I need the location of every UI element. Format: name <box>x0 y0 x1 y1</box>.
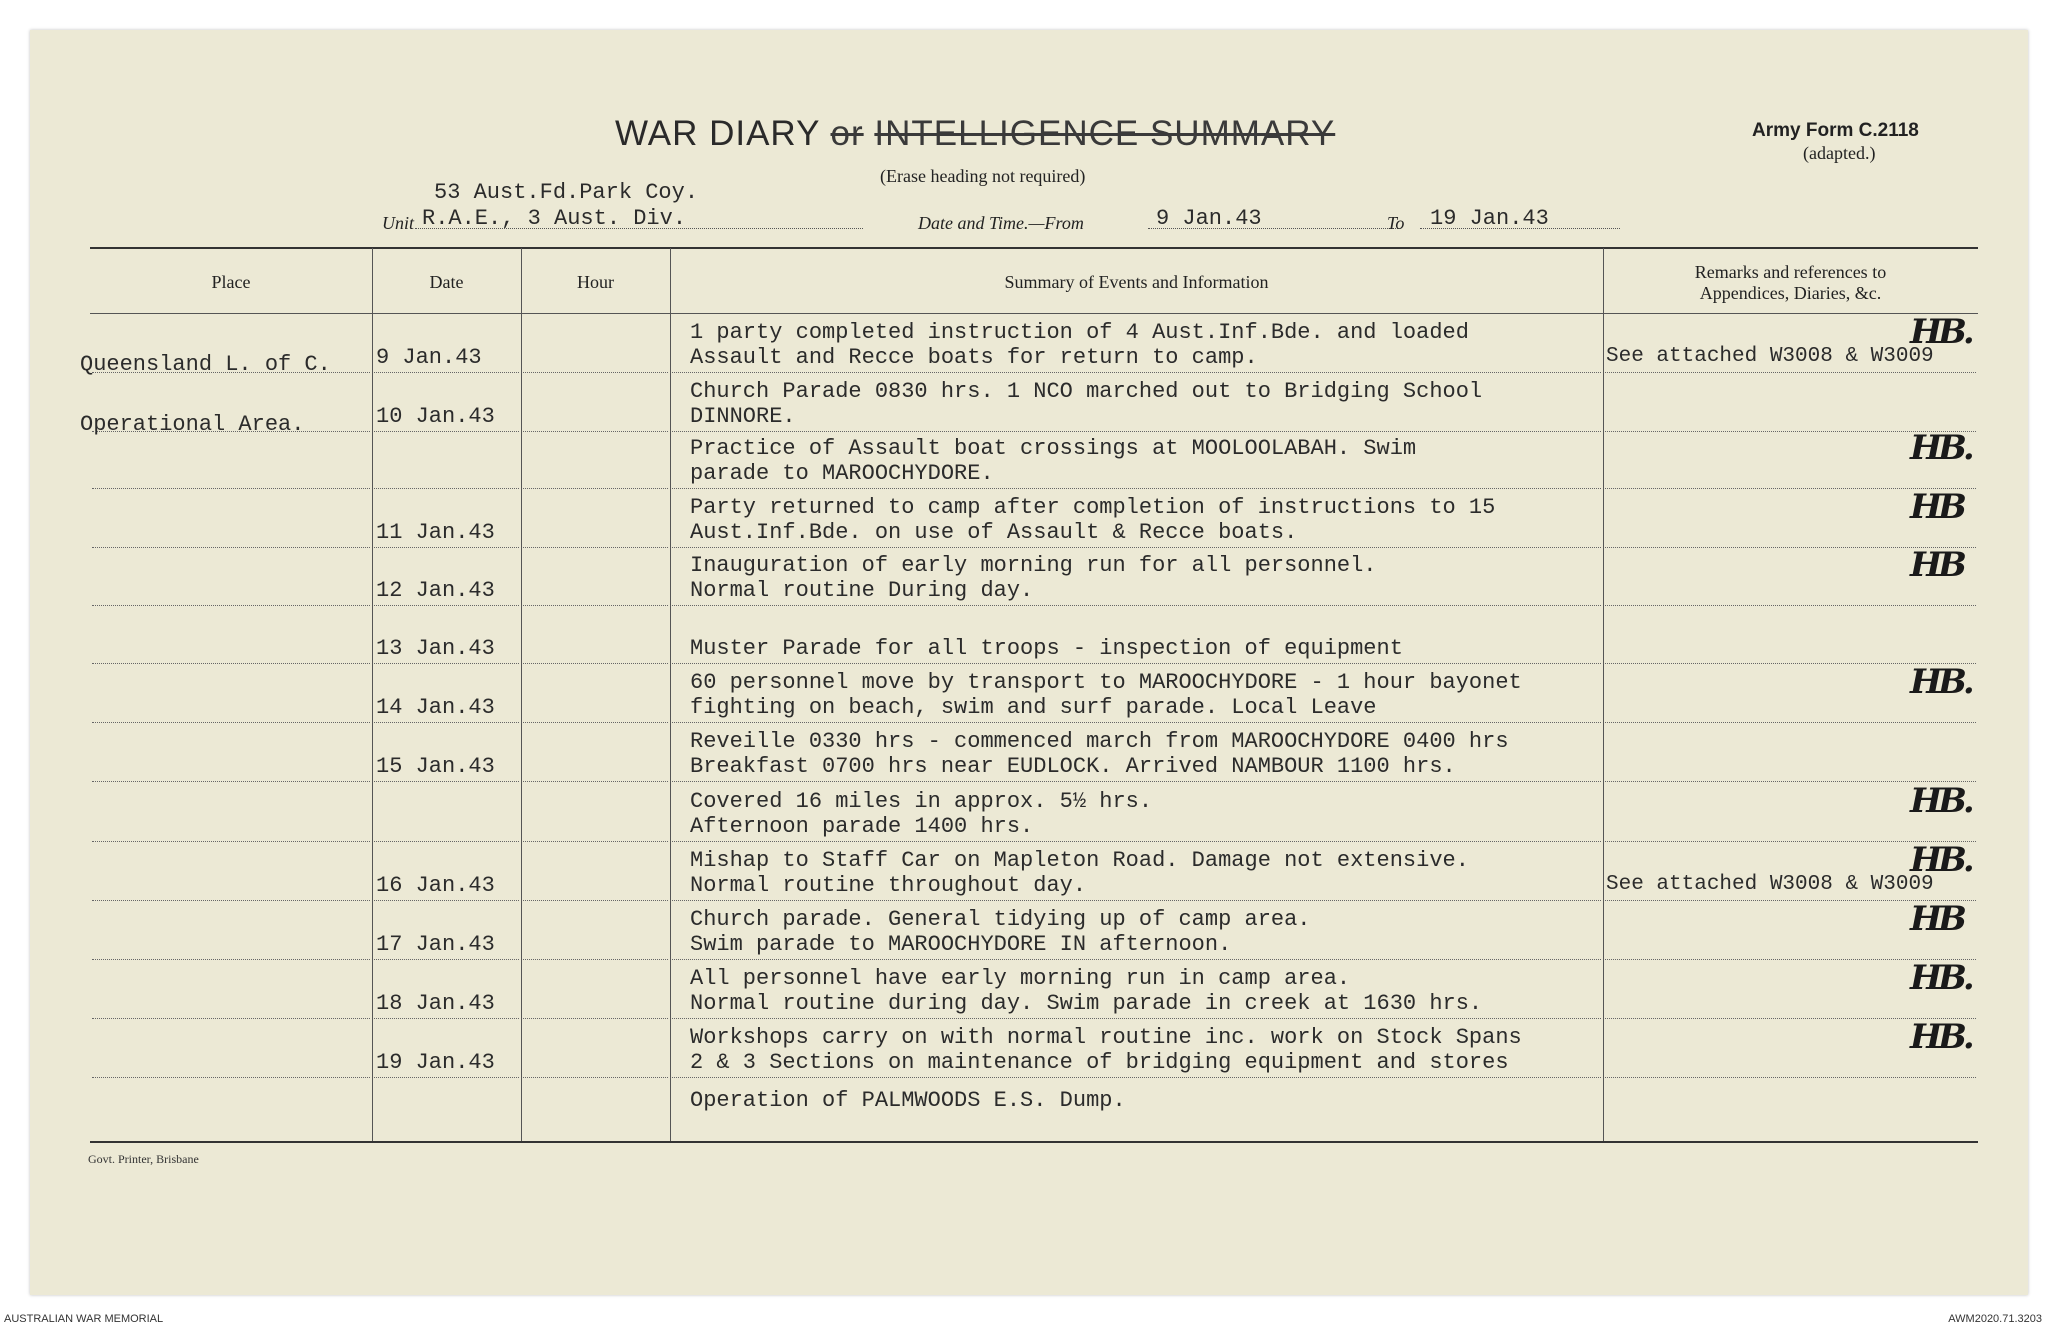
date-time-from-label: Date and Time.—From <box>918 213 1084 233</box>
entry-summary-line2: parade to MAROOCHYDORE. <box>690 461 994 486</box>
row-rule-date <box>374 959 519 960</box>
row-rule-date <box>374 900 519 901</box>
entry-date: 18 Jan.43 <box>376 991 495 1016</box>
row-rule-date <box>374 547 519 548</box>
entry-date: 19 Jan.43 <box>376 1050 495 1075</box>
entry-summary-line1: Mishap to Staff Car on Mapleton Road. Damage not extensive. <box>690 848 1469 873</box>
row-rule-hour <box>523 547 668 548</box>
entry-summary-line2: Normal routine throughout day. <box>690 873 1087 898</box>
row-rule-hour <box>523 781 668 782</box>
row-rule-date <box>374 431 519 432</box>
entry-summary-line1: 1 party completed instruction of 4 Aust.Inf.Bde. and loaded <box>690 320 1469 345</box>
row-rule-summary <box>672 1018 1601 1019</box>
row-rule-hour <box>523 722 668 723</box>
printer-imprint: Govt. Printer, Brisbane <box>88 1152 199 1166</box>
entry-summary-line1: 60 personnel move by transport to MAROOCHYDORE - 1 hour bayonet <box>690 670 1522 695</box>
entry-summary-line1: Practice of Assault boat crossings at MOOLOOLABAH. Swim <box>690 436 1417 461</box>
entry-summary-line2: Afternoon parade 1400 hrs. <box>690 814 1034 839</box>
row-rule-hour <box>523 431 668 432</box>
archive-credit: AUSTRALIAN WAR MEMORIAL <box>4 1313 164 1325</box>
date-to-label: To <box>1387 213 1405 233</box>
row-rule-remarks <box>1605 1077 1976 1078</box>
entry-date: 11 Jan.43 <box>376 520 495 545</box>
entry-initials-signature: HB. <box>1910 662 1971 702</box>
entry-summary-line1: All personnel have early morning run in camp area. <box>690 966 1351 991</box>
row-rule-place <box>92 605 370 606</box>
row-rule-summary <box>672 488 1601 489</box>
row-rule-date <box>374 605 519 606</box>
row-rule-place <box>92 722 370 723</box>
row-rule-hour <box>523 959 668 960</box>
row-rule-place <box>92 663 370 664</box>
last-summary-line: Operation of PALMWOODS E.S. Dump. <box>690 1088 1126 1113</box>
table-header-rule <box>90 313 1978 314</box>
row-rule-hour <box>523 900 668 901</box>
row-rule-hour <box>523 372 668 373</box>
unit-dotted-line <box>415 228 863 229</box>
title-war-diary: WAR DIARY <box>615 114 820 153</box>
entry-summary-line2: Swim parade to MAROOCHYDORE IN afternoon. <box>690 932 1232 957</box>
entry-date: 10 Jan.43 <box>376 404 495 429</box>
row-rule-summary <box>672 781 1601 782</box>
entry-summary-line2: Normal routine during day. Swim parade in creek at 1630 hrs. <box>690 991 1483 1016</box>
entry-summary-line2: DINNORE. <box>690 404 796 429</box>
row-rule-hour <box>523 1018 668 1019</box>
row-rule-date <box>374 488 519 489</box>
form-title <box>615 114 1335 154</box>
row-rule-hour <box>523 488 668 489</box>
row-rule-place <box>92 1018 370 1019</box>
row-rule-place <box>92 959 370 960</box>
column-divider-date <box>521 248 522 1141</box>
diary-sheet <box>30 30 2028 1295</box>
date-from-value: 9 Jan.43 <box>1156 206 1262 231</box>
entry-initials-signature: HB. <box>1910 428 1971 468</box>
entry-summary-line2: Normal routine During day. <box>690 578 1034 603</box>
column-header-summary: Summary of Events and Information <box>1004 272 1269 292</box>
entry-initials-signature: HB. <box>1910 840 1971 880</box>
row-rule-date <box>374 372 519 373</box>
column-divider-hour <box>670 248 671 1141</box>
entry-initials-signature: HB <box>1910 545 1963 585</box>
entry-initials-signature: HB <box>1910 899 1963 939</box>
row-rule-date <box>374 1018 519 1019</box>
row-rule-remarks <box>1605 372 1976 373</box>
row-rule-hour <box>523 841 668 842</box>
row-rule-place <box>92 488 370 489</box>
place-line2: Operational Area. <box>80 412 305 437</box>
title-or-struck: or <box>830 114 864 153</box>
row-rule-place <box>92 431 370 432</box>
entry-initials-signature: HB <box>1910 487 1963 527</box>
row-rule-place <box>92 841 370 842</box>
entry-summary-line2: Muster Parade for all troops - inspection of equipment <box>690 636 1403 661</box>
table-top-rule <box>90 247 1978 249</box>
row-rule-summary <box>672 1077 1601 1078</box>
entry-date: 17 Jan.43 <box>376 932 495 957</box>
remarks-header-line1: Remarks and references to <box>1694 262 1887 282</box>
army-form-adapted: (adapted.) <box>1803 143 1876 163</box>
row-rule-summary <box>672 663 1601 664</box>
column-header-remarks <box>1603 262 1978 304</box>
column-divider-summary <box>1603 248 1604 1141</box>
entry-date: 13 Jan.43 <box>376 636 495 661</box>
entry-summary-line1: Party returned to camp after completion of instructions to 15 <box>690 495 1496 520</box>
entry-summary-line1: Church Parade 0830 hrs. 1 NCO marched out to Bridging School <box>690 379 1483 404</box>
archive-reference: AWM2020.71.3203 <box>1948 1313 2042 1325</box>
title-intelligence-summary-struck: INTELLIGENCE SUMMARY <box>874 114 1336 153</box>
row-rule-place <box>92 547 370 548</box>
row-rule-hour <box>523 663 668 664</box>
row-rule-date <box>374 722 519 723</box>
entry-summary-line1: Reveille 0330 hrs - commenced march from MAROOCHYDORE 0400 hrs <box>690 729 1509 754</box>
entry-summary-line1: Workshops carry on with normal routine inc. work on Stock Spans <box>690 1025 1522 1050</box>
entry-summary-line1: Inauguration of early morning run for all personnel. <box>690 553 1377 578</box>
column-divider-place <box>372 248 373 1141</box>
row-rule-summary <box>672 900 1601 901</box>
unit-name-line1: 53 Aust.Fd.Park Coy. <box>434 180 699 205</box>
entry-remark: See attached W3008 & W3009 <box>1606 345 1934 368</box>
army-form-number: Army Form C.2118 <box>1752 120 1919 141</box>
date-to-dotted-line <box>1420 228 1620 229</box>
entry-initials-signature: HB. <box>1910 781 1971 821</box>
entry-remark: See attached W3008 & W3009 <box>1606 873 1934 896</box>
erase-note: (Erase heading not required) <box>880 166 1086 186</box>
row-rule-hour <box>523 1077 668 1078</box>
column-header-place: Place <box>211 272 251 292</box>
entry-initials-signature: HB. <box>1910 958 1971 998</box>
row-rule-hour <box>523 605 668 606</box>
entry-date: 9 Jan.43 <box>376 345 482 370</box>
row-rule-summary <box>672 722 1601 723</box>
entry-summary-line2: Assault and Recce boats for return to camp. <box>690 345 1258 370</box>
row-rule-date <box>374 841 519 842</box>
row-rule-place <box>92 900 370 901</box>
row-rule-place <box>92 781 370 782</box>
entry-summary-line1: Church parade. General tidying up of camp area. <box>690 907 1311 932</box>
row-rule-date <box>374 1077 519 1078</box>
row-rule-date <box>374 781 519 782</box>
entry-summary-line1: Covered 16 miles in approx. 5½ hrs. <box>690 789 1153 814</box>
date-from-dotted-line <box>1148 228 1398 229</box>
entry-summary-line2: fighting on beach, swim and surf parade. Local Leave <box>690 695 1377 720</box>
entry-date: 14 Jan.43 <box>376 695 495 720</box>
row-rule-summary <box>672 841 1601 842</box>
remarks-header-line2: Appendices, Diaries, &c. <box>1699 283 1882 303</box>
entry-summary-line2: 2 & 3 Sections on maintenance of bridging equipment and stores <box>690 1050 1509 1075</box>
table-bottom-rule <box>90 1141 1978 1143</box>
row-rule-summary <box>672 372 1601 373</box>
entry-initials-signature: HB. <box>1910 1017 1971 1057</box>
row-rule-date <box>374 663 519 664</box>
row-rule-remarks <box>1605 605 1976 606</box>
row-rule-remarks <box>1605 722 1976 723</box>
entry-date: 12 Jan.43 <box>376 578 495 603</box>
column-header-date: Date <box>429 272 464 292</box>
unit-name-line2: R.A.E., 3 Aust. Div. <box>422 206 687 231</box>
row-rule-place <box>92 372 370 373</box>
row-rule-summary <box>672 605 1601 606</box>
entry-date: 15 Jan.43 <box>376 754 495 779</box>
place-line1: Queensland L. of C. <box>80 352 331 377</box>
entry-summary-line2: Aust.Inf.Bde. on use of Assault & Recce boats. <box>690 520 1298 545</box>
row-rule-place <box>92 1077 370 1078</box>
entry-summary-line2: Breakfast 0700 hrs near EUDLOCK. Arrived NAMBOUR 1100 hrs. <box>690 754 1456 779</box>
row-rule-summary <box>672 547 1601 548</box>
row-rule-summary <box>672 431 1601 432</box>
entry-initials-signature: HB. <box>1910 312 1971 352</box>
column-header-hour: Hour <box>577 272 614 292</box>
row-rule-summary <box>672 959 1601 960</box>
unit-label: Unit <box>382 213 415 233</box>
entry-date: 16 Jan.43 <box>376 873 495 898</box>
date-to-value: 19 Jan.43 <box>1430 206 1549 231</box>
